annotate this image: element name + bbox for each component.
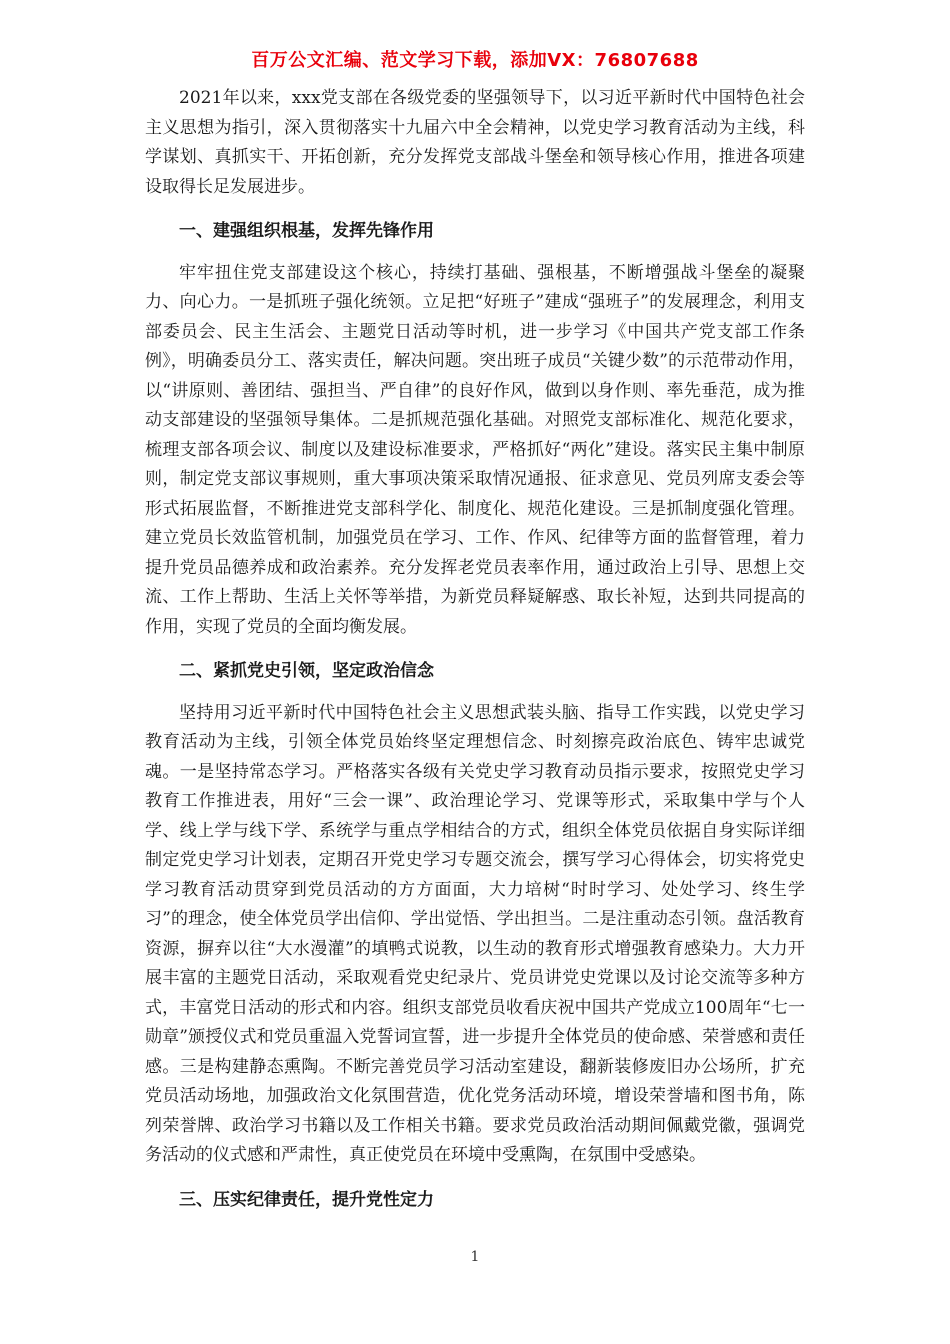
- section-3-heading: 三、压实纪律责任，提升党性定力: [179, 1189, 434, 1210]
- section-2-paragraph: 坚持用习近平新时代中国特色社会主义思想武装头脑、指导工作实践，以党史学习教育活动为主线，引领全体党员始终坚定理想信念、时刻擦亮政治底色、铸牢忠诚党魂。一是坚持常态学习。严格落实各级有关党史学习教育动员指示要求，按照党史学习教育工作推进表，用好“三会一课”、政治理论学习、党课等形式，采取集中学与个人学、线上学与线下学、系统学与重点学相结合的方式，组织全体党员依据自身实际详细制定党史学习计划表，定期召开党史学习专题交流会，撰写学习心得体会，切实将党史学习教育活动贯穿到党员活动的方方面面，大力培树“时时学习、处处学习、终生学习”的理念，使全体党员学出信仰、学出觉悟、学出担当。二是注重动态引领。盘活教育资源，摒弃以往“大水漫灌”的填鸭式说教，以生动的教育形式增强教育感染力。大力开展丰富的主题党日活动，采取观看党史纪录片、党员讲党史党课以及讨论交流等多种方式，丰富党日活动的形式和内容。组织支部党员收看庆祝中国共产党成立100周年“七一勋章”颁授仪式和党员重温入党誓词宣誓，进一步提升全体党员的使命感、荣誉感和责任感。三是构建静态熏陶。不断完善党员学习活动室建设，翻新装修废旧办公场所，扩充党员活动场地，加强政治文化氛围营造，优化党务活动环境，增设荣誉墙和图书角，陈列荣誉牌、政治学习书籍以及工作相关书籍。要求党员政治活动期间佩戴党徽，强调党务活动的仪式感和严肃性，真正使党员在环境中受熏陶，在氛围中受感染。: [145, 702, 805, 1165]
- page-number: 1: [470, 1249, 480, 1265]
- section-1-paragraph: 牢牢扭住党支部建设这个核心，持续打基础、强根基，不断增强战斗堡垒的凝聚力、向心力。一是抓班子强化统领。立足把“好班子”建成“强班子”的发展理念，利用支部委员会、民主生活会、主题党日活动等时机，进一步学习《中国共产党支部工作条例》，明确委员分工、落实责任，解决问题。突出班子成员“关键少数”的示范带动作用，以“讲原则、善团结、强担当、严自律”的良好作风，做到以身作则、率先垂范，成为推动支部建设的坚强领导集体。二是抓规范强化基础。对照党支部标准化、规范化要求，梳理支部各项会议、制度以及建设标准要求，严格抓好“两化”建设。落实民主集中制原则，制定党支部议事规则，重大事项决策采取情况通报、征求意见、党员列席支委会等形式拓展监督，不断推进党支部科学化、制度化、规范化建设。三是抓制度强化管理。建立党员长效监管机制，加强党员在学习、工作、作风、纪律等方面的监督管理，着力提升党员品德养成和政治素养。充分发挥老党员表率作用，通过政治上引导、思想上交流、工作上帮助、生活上关怀等举措，为新党员释疑解惑、取长补短，达到共同提高的作用，实现了党员的全面均衡发展。: [145, 262, 805, 637]
- section-2-heading: 二、紧抓党史引领，坚定政治信念: [179, 661, 434, 681]
- document-body: [145, 84, 805, 1227]
- intro-paragraph: 2021年以来，xxx党支部在各级党委的坚强领导下，以习近平新时代中国特色社会主义思想为指引，深入贯彻落实十九届六中全会精神，以党史学习教育活动为主线，科学谋划、真抓实干、开拓创新，充分发挥党支部战斗堡垒和领导核心作用，推进各项建设取得长足发展进步。: [145, 88, 805, 197]
- section-1-heading: 一、建强组织根基，发挥先锋作用: [179, 221, 434, 241]
- watermark-banner: 百万公文汇编、范文学习下载，添加VX：76807688: [251, 50, 699, 71]
